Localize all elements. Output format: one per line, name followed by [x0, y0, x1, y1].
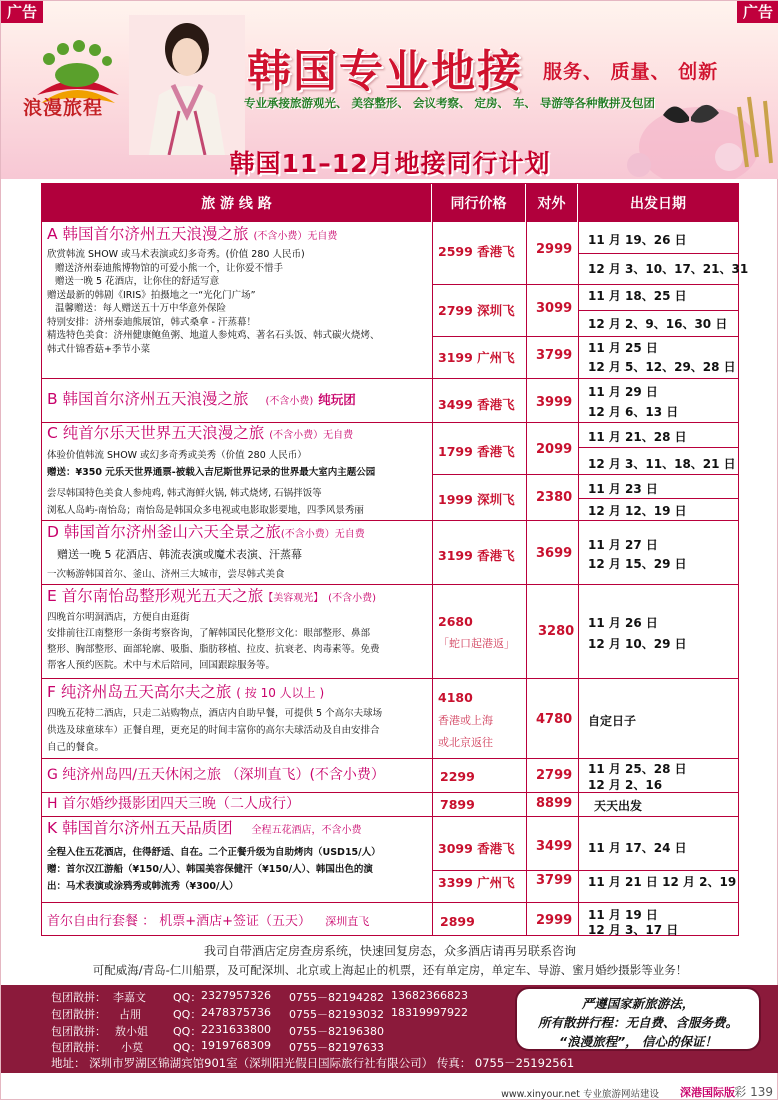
route-e-price: 2680 — [438, 614, 473, 629]
route-k-date: 11 月 21 日 12 月 2、19 — [588, 875, 737, 889]
route-k-line: 赠：首尔汉江游船（¥150/人）、韩国美容保健汗（¥150/人）、韩国出色的演 — [47, 864, 373, 875]
header-subtitle: 专业承接旅游观光、 美容整形、 会议考察、 定房、 车、 导游等各种散拼及包团 — [244, 96, 656, 110]
free-travel-external: 2999 — [536, 913, 573, 928]
route-b-date: 11 月 29 日 — [588, 385, 658, 399]
route-d — [47, 523, 429, 583]
route-k — [47, 819, 429, 901]
contact-name: 李嘉文 — [113, 991, 146, 1004]
edition-label: 深港国际版 — [680, 1086, 735, 1099]
route-d-line: 赠送一晚 5 花酒店、韩流表演或魔术表演、汗蒸幕 — [57, 548, 302, 561]
route-a-external-1: 2999 — [536, 242, 573, 257]
route-k-line: 出：马术表演或涂鸦秀或韩流秀（¥300/人） — [47, 881, 239, 892]
route-e-external: 3280 — [538, 624, 575, 639]
contact-name: 占朋 — [119, 1008, 141, 1021]
route-k-price-1: 3099 香港飞 — [438, 841, 515, 856]
route-b-tag2: 纯玩团 — [318, 392, 356, 407]
promise-line: 严遵国家新旅游法， — [581, 996, 695, 1011]
banner — [1, 1, 778, 179]
route-c-date: 12 月 12、19 日 — [588, 504, 687, 518]
route-d-external: 3699 — [536, 546, 573, 561]
route-h-price: 7899 — [440, 797, 475, 812]
header-slogan: 服务、 质量、 创新 — [543, 61, 719, 83]
bottom-strip — [1, 1079, 778, 1100]
route-a-date: 12 月 5、12、29、28 日 — [588, 360, 736, 374]
route-b-title: B 韩国首尔济州五天浪漫之旅 — [47, 390, 249, 408]
contact-mobile: 18319997922 — [391, 1006, 468, 1019]
route-d-date: 11 月 27 日 — [588, 538, 658, 552]
contact-qq: 2327957326 — [201, 989, 271, 1002]
route-k-tag: 全程五花酒店，不含小费 — [251, 825, 362, 836]
route-f-price-note — [438, 712, 493, 728]
route-e-price-note — [438, 635, 515, 651]
route-f-line: 四晚五花特二酒店，只走二站购物点，酒店内自助早餐，可提供 5 个高尔夫球场 — [47, 708, 383, 719]
promise-line: 所有散拼行程：无自费、含服务费。 — [537, 1015, 738, 1030]
route-f-price-note-2 — [438, 734, 493, 750]
route-e-line: 整形、胸部整形、面部轮廓、吸脂、脂肪移植、拉皮、抗衰老、肉毒素等。免费 — [47, 644, 380, 655]
page-number: 彩 139 — [734, 1085, 773, 1099]
route-a-price-1: 2599 香港飞 — [438, 244, 515, 259]
contact-name: 小莫 — [121, 1041, 143, 1054]
route-c-line: 赠送：¥350 元乐天世界通票-被载入吉尼斯世界记录的世界最大室内主题公园 — [47, 467, 376, 478]
header-title: 韩国专业地接 — [247, 46, 523, 97]
route-e-price-note-text: 「蛇口起港返」 — [438, 637, 515, 650]
route-d-price: 3199 香港飞 — [438, 548, 515, 563]
route-e-tag3: (不含小费) — [328, 593, 376, 604]
route-a-title: A 韩国首尔济州五天浪漫之旅 — [47, 225, 249, 243]
route-a-tag: (不含小费）无自费 — [253, 231, 338, 242]
route-f-date: 自定日子 — [588, 714, 637, 728]
contact-phone: 0755－82196380 — [289, 1025, 384, 1038]
route-k-external-2: 3799 — [536, 873, 573, 888]
route-a-date: 11 月 19、26 日 — [588, 233, 687, 247]
route-f — [47, 683, 429, 757]
route-b-price: 3499 香港飞 — [438, 397, 515, 412]
contact-role: 包团散拼： — [51, 1041, 106, 1054]
route-f-line: 供选及球童球车）正餐自理，更充足的时间丰富你的高尔夫球活动及自由安排合 — [47, 725, 380, 736]
route-e-line: 安排前往江南整形一条街考察咨询，了解韩国民化整形文化：眼部整形、鼻部 — [47, 628, 371, 639]
route-a-price-2: 2799 深圳飞 — [438, 303, 515, 318]
note-services: 可配威海/青岛-仁川船票，及可配深圳、北京或上海起止的机票，还有单定房，单定车、导游、蜜月婚纱摄影等业务！ — [92, 963, 688, 977]
route-c — [47, 424, 429, 519]
route-e — [47, 587, 429, 677]
route-c-price-2: 1999 深圳飞 — [438, 492, 515, 507]
route-c-date: 11 月 23 日 — [588, 482, 658, 496]
promise-badge — [515, 987, 761, 1051]
free-travel-date: 12 月 3、17 日 — [588, 923, 679, 937]
route-g-date: 11 月 25、28 日 — [588, 762, 687, 776]
route-a-date: 12 月 3、10、17、21、31 — [588, 262, 749, 276]
contact-name: 敖小姐 — [115, 1025, 148, 1038]
route-a-price-3: 3199 广州飞 — [438, 350, 515, 365]
ad-label-right: 广告 — [737, 1, 778, 23]
route-a-line: 赠送一晚 5 花酒店，让你住的舒适写意 — [55, 276, 220, 287]
route-e-line: 四晚首尔明洞酒店，方便自由逛街 — [47, 612, 190, 623]
itinerary-table — [41, 183, 749, 937]
free-travel-title: 首尔自由行套餐 ： 机票+酒店+签证（五天） — [47, 914, 312, 929]
route-h-external: 8899 — [536, 796, 573, 811]
contact-qq: 2231633800 — [201, 1023, 271, 1036]
route-a-date: 11 月 18、25 日 — [588, 289, 687, 303]
contact-phone: 0755－82194282 — [289, 991, 384, 1004]
contact-mobile: 13682366823 — [391, 989, 468, 1002]
contact-qq-label: QQ： — [173, 1025, 202, 1038]
contact-qq-label: QQ： — [173, 991, 202, 1004]
route-b — [47, 390, 429, 411]
route-g-date: 12 月 2、16 — [588, 778, 663, 792]
route-k-title: K 韩国首尔济州五天品质团 — [47, 819, 233, 837]
hanbok-woman-image — [129, 15, 245, 155]
route-f-tag: ( 按 10 人以上 ) — [236, 686, 325, 700]
free-travel-date: 11 月 19 日 — [588, 908, 658, 922]
route-d-date: 12 月 15、29 日 — [588, 557, 687, 571]
free-travel — [47, 912, 429, 931]
route-c-line: 浏私人岛屿-南怡岛；南怡岛是韩国众多电视或电影取影要地，四季风景秀丽 — [47, 505, 364, 516]
contact-role: 包团散拼： — [51, 1008, 106, 1021]
route-g-price: 2299 — [440, 769, 475, 784]
route-h-title: H 首尔婚纱摄影团四天三晚（二人成行） — [47, 796, 300, 812]
route-c-price-1: 1799 香港飞 — [438, 444, 515, 459]
route-f-line: 自己的餐食。 — [47, 742, 105, 753]
route-a-external-3: 3799 — [536, 348, 573, 363]
route-c-title: C 纯首尔乐天世界五天浪漫之旅 — [47, 424, 265, 442]
contact-phone: 0755－82193032 — [289, 1008, 384, 1021]
route-k-date: 11 月 17、24 日 — [588, 841, 687, 855]
route-f-price: 4180 — [438, 690, 473, 705]
free-travel-price: 2899 — [440, 914, 475, 929]
route-a — [47, 225, 429, 377]
column-header-dates: 出发日期 — [578, 184, 738, 222]
route-a-line: 欣赏韩流 SHOW 或马术表演或幻多奇秀。(价值 280 人民币) — [47, 249, 305, 260]
route-c-date: 11 月 21、28 日 — [588, 430, 687, 444]
column-header-price: 同行价格 — [432, 184, 526, 222]
route-e-line: 帮客人预约医院。术中与术后陪同，回国跟踪服务等。 — [47, 660, 276, 671]
route-a-line: 精选特色美食：济州健康鲍鱼粥、地道人参炖鸡、著名石头饭、韩式碳火烧烤、 — [47, 330, 380, 341]
promise-line: “浪漫旅程”， 信心的保证！ — [559, 1034, 717, 1049]
logo-text: 浪漫旅程 — [23, 97, 104, 119]
route-a-date: 12 月 2、9、16、30 日 — [588, 317, 728, 331]
contact-qq: 1919768309 — [201, 1039, 271, 1052]
route-h-date: 天天出发 — [594, 799, 643, 813]
route-d-tag: (不含小费）无自费 — [280, 529, 365, 540]
route-e-tag: 【美容观光】 — [263, 593, 324, 604]
route-c-date: 12 月 3、11、18、21 日 — [588, 457, 736, 471]
route-c-line: 体验价值韩流 SHOW 或幻多奇秀或美秀（价值 280 人民币） — [47, 450, 307, 461]
contact-qq-label: QQ： — [173, 1008, 202, 1021]
website-url: www.xinyour.net 专业旅游网站建设 — [501, 1089, 659, 1100]
route-a-date: 11 月 25 日 — [588, 341, 658, 355]
route-k-line: 全程入住五花酒店，住得舒适、自在。二个正餐升级为自助烤肉（USD15/人） — [47, 847, 381, 858]
note-hotel: 我司自带酒店定房查房系统，快速回复房态，众多酒店请再另联系咨询 — [203, 944, 576, 958]
ad-label-left: 广告 — [1, 1, 43, 23]
contact-qq: 2478375736 — [201, 1006, 271, 1019]
contact-role: 包团散拼： — [51, 991, 106, 1004]
route-f-external: 4780 — [536, 712, 573, 727]
route-e-date: 11 月 26 日 — [588, 616, 658, 630]
route-a-line: 温馨赠送：每人赠送五十万中华意外保险 — [55, 303, 227, 314]
route-k-external-1: 3499 — [536, 839, 573, 854]
plan-title: 韩国11–12月地接同行计划 — [229, 149, 551, 178]
route-b-tag: (不含小费) — [265, 396, 314, 407]
route-g-external: 2799 — [536, 768, 573, 783]
route-b-date: 12 月 6、13 日 — [588, 405, 679, 419]
route-c-external-1: 2099 — [536, 442, 573, 457]
route-e-title: E 首尔南怡岛整形观光五天之旅 — [47, 587, 264, 605]
route-f-price-note2-text: 或北京返往 — [438, 736, 493, 749]
contact-role: 包团散拼： — [51, 1025, 106, 1038]
route-d-title: D 韩国首尔济州釜山六天全景之旅 — [47, 523, 281, 541]
contact-qq-label: QQ： — [173, 1041, 202, 1054]
route-g-title: G 纯济州岛四/五天休闲之旅 （深圳直飞）(不含小费） — [47, 767, 385, 783]
route-a-line: 赠送济州泰迪熊博物馆的可爱小熊一个，让你爱不惜手 — [55, 262, 284, 274]
address: 地址： 深圳市罗湖区锦湖宾馆901室（深圳阳光假日国际旅行社有限公司） 传真： 0755－25192561 — [51, 1056, 575, 1070]
route-c-line: 尝尽韩国特色美食人参炖鸡, 韩式海鲜火锅, 韩式烧烤, 石锅拌饭等 — [47, 488, 322, 499]
route-k-price-2: 3399 广州飞 — [438, 875, 515, 890]
route-d-line: 一次畅游韩国首尔、釜山、济州三大城市，尝尽韩式美食 — [47, 569, 285, 580]
column-header-route: 旅 游 线 路 — [42, 184, 432, 222]
route-c-external-2: 2380 — [536, 490, 573, 505]
route-f-price-note-text: 香港或上海 — [438, 714, 493, 727]
route-a-line: 赠送最新的韩剧《IRIS》拍摄地之一“光化门广场” — [47, 289, 256, 301]
route-b-external: 3999 — [536, 395, 573, 410]
contact-phone: 0755－82197633 — [289, 1041, 384, 1054]
route-a-external-2: 3099 — [536, 301, 573, 316]
route-a-line: 韩式什锦香菇+季节小菜 — [47, 343, 150, 355]
free-travel-tag: 深圳直飞 — [325, 915, 370, 928]
route-c-tag: (不含小费）无自费 — [269, 430, 354, 441]
column-header-external: 对外 — [526, 184, 578, 222]
route-e-date: 12 月 10、29 日 — [588, 637, 687, 651]
route-f-title: F 纯济州岛五天高尔夫之旅 — [47, 683, 232, 701]
route-a-line: 特别安排：济州泰迪熊展馆，韩式桑拿 - 汗蒸幕！ — [47, 316, 256, 328]
